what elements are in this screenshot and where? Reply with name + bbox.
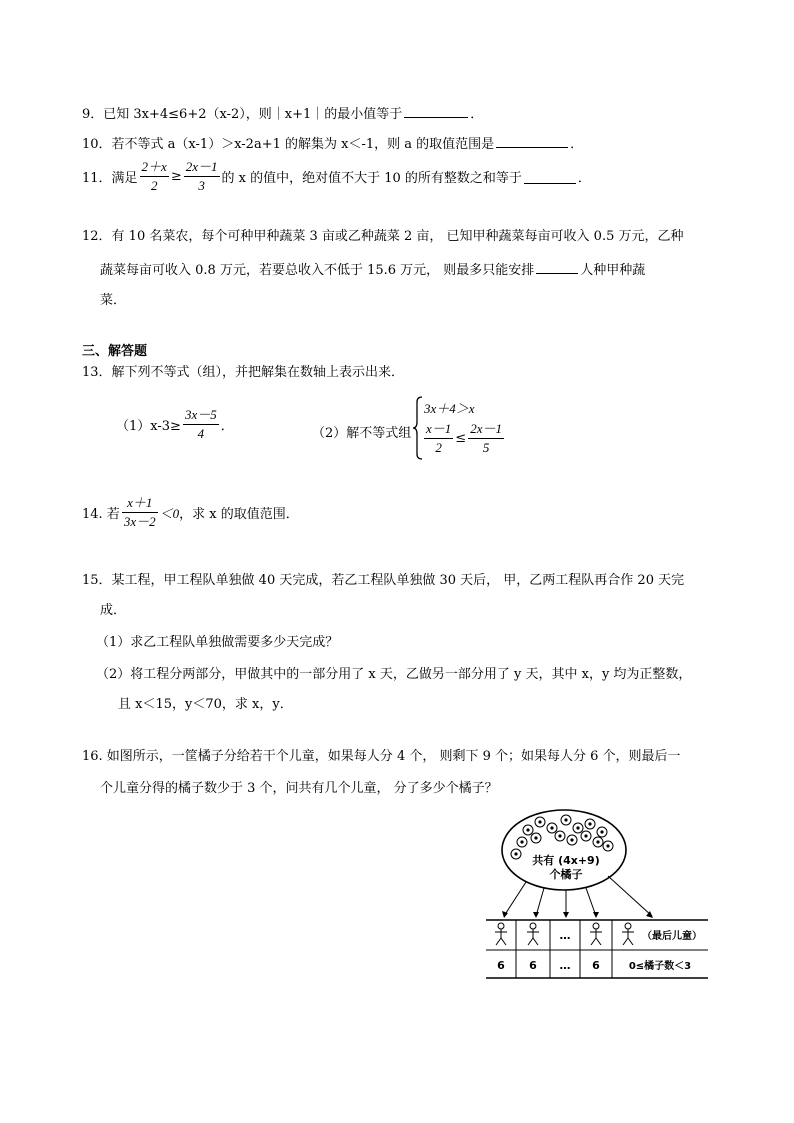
- q12-answer-blank[interactable]: [536, 260, 578, 274]
- q14-relation: ＜0: [159, 506, 180, 521]
- section-heading: 三、解答题: [82, 344, 148, 359]
- q13-p1-fraction: [183, 406, 219, 443]
- q13-system-line1: 3x＋4＞x: [424, 401, 475, 416]
- orange-distribution-figure: [486, 808, 712, 984]
- q13-sys-numerator-2: 2x－1: [468, 420, 504, 439]
- question-15-sub2-line1: （2）将工程分两部分，甲做其中的一部分用了 x 天，乙做另一部分用了 y 天，其中 x，y 均为正整数，: [96, 667, 692, 682]
- q13-p1-numerator: 3x－5: [183, 406, 219, 425]
- q13-part1: [116, 406, 234, 443]
- q14-prefix: 14. 若: [82, 507, 120, 522]
- q11-frac2-numerator: 2x－1: [184, 158, 220, 177]
- q13-sys-fraction-right: [468, 420, 504, 457]
- q9-end: ．: [470, 107, 484, 122]
- basket-label-line2: 个橘子: [549, 868, 583, 881]
- q11-fraction-right: [184, 158, 220, 195]
- q12-line2-suffix: 人种甲种蔬: [580, 263, 646, 278]
- q13-p1-denominator: 4: [197, 426, 205, 441]
- basket-label-line1: 共有 (4x+9): [532, 854, 600, 867]
- question-14: [82, 494, 299, 531]
- q11-relation: ≥: [170, 169, 182, 184]
- q11-frac1-numerator: 2＋x: [140, 158, 169, 177]
- q13-system-line2: [422, 420, 506, 457]
- q14-denominator: 3x－2: [123, 514, 156, 529]
- q11-frac2-denominator: 3: [198, 178, 205, 193]
- q11-fraction-left: [140, 158, 169, 195]
- arrow-heads-icon: [502, 911, 653, 918]
- question-15-line2: 成．: [100, 603, 127, 618]
- child-icon: [590, 923, 602, 945]
- count-cell: 6: [497, 959, 505, 972]
- q9-answer-blank[interactable]: [404, 104, 468, 118]
- q13-sys-numerator-1: x－1: [424, 420, 453, 439]
- q13-sys-fraction-left: [424, 420, 453, 457]
- count-cell: 6: [529, 959, 537, 972]
- child-icon: [495, 923, 507, 945]
- question-9: [82, 104, 483, 124]
- q9-text: 9．已知 3x+4≤6+2（x-2），则｜x+1｜的最小值等于: [82, 107, 403, 122]
- question-15-sub1: （1）求乙工程队单独做需要多少天完成？: [96, 635, 339, 650]
- q14-numerator: x＋1: [122, 494, 158, 513]
- q10-answer-blank[interactable]: [496, 134, 568, 148]
- count-cell: 6: [592, 959, 600, 972]
- q13-sys-denominator-2: 5: [482, 440, 490, 455]
- q11-answer-blank[interactable]: [524, 170, 576, 184]
- q14-fraction: [122, 494, 158, 531]
- q13-p1-end: ．: [220, 419, 234, 434]
- q11-prefix: 11．满足: [82, 171, 138, 186]
- q13-sys-denominator-1: 2: [435, 440, 442, 455]
- q11-suffix: 的 x 的值中，绝对值不大于 10 的所有整数之和等于: [221, 171, 522, 186]
- q14-suffix: ，求 x 的取值范围．: [179, 507, 299, 522]
- child-icon: [527, 923, 539, 945]
- q12-line2-prefix: 蔬菜每亩可收入 0.8 万元，若要总收入不低于 15.6 万元， 则最多只能安排: [100, 263, 535, 278]
- question-11: [82, 158, 591, 195]
- q13-p2-prefix: （2）解不等式组: [312, 426, 412, 441]
- question-16-line2: 个儿童分得的橘子数少于 3 个，问共有几个儿童， 分了多少个橘子？: [100, 781, 498, 796]
- question-10: [82, 134, 583, 154]
- question-12-line3: 菜．: [100, 293, 127, 308]
- question-13-title: 13．解下列不等式（组），并把解集在数轴上表示出来．: [82, 365, 405, 380]
- q10-end: ．: [570, 137, 584, 152]
- question-15-line1: 15．某工程，甲工程队单独做 40 天完成，若乙工程队单独做 30 天后， 甲，乙两工程队再合作 20 天完: [82, 573, 685, 588]
- q11-frac1-denominator: 2: [150, 178, 158, 193]
- q11-end: ．: [577, 171, 591, 186]
- q10-text: 10．若不等式 a（x-1）＞x-2a+1 的解集为 x＜-1，则 a 的取值范围是: [82, 137, 495, 152]
- children-ellipsis: …: [559, 929, 571, 942]
- q13-p1-prefix: （1）x-3≥: [116, 419, 181, 434]
- q13-sys-relation: ≤: [455, 431, 467, 446]
- count-cell: …: [559, 959, 571, 972]
- last-child-icon: [622, 923, 634, 945]
- count-cell-last: 0≤橘子数＜3: [628, 961, 692, 972]
- question-15-sub2-line2: 且 x＜15，y＜70，求 x，y．: [118, 697, 293, 712]
- question-12-line2: [100, 260, 645, 280]
- question-12-line1: 12．有 10 名菜农，每个可种甲种蔬菜 3 亩或乙种蔬菜 2 亩， 已知甲种蔬菜每亩可收入 0.5 万元，乙种: [82, 229, 684, 244]
- question-16-line1: 16. 如图所示，一筐橘子分给若干个儿童，如果每人分 4 个， 则剩下 9 个；如果每人分 6 个，则最后一: [82, 749, 681, 764]
- last-child-label: （最后儿童）: [642, 931, 702, 942]
